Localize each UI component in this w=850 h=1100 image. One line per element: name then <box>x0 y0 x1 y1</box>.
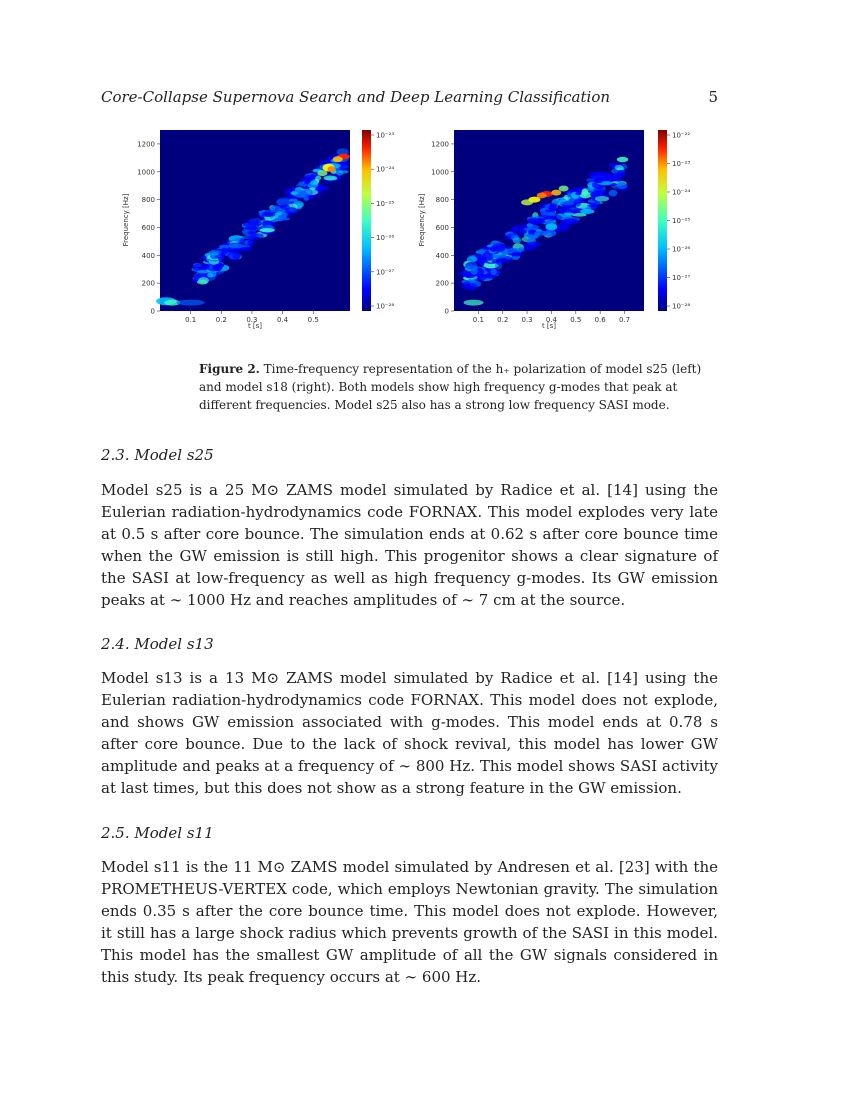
left-colorbar-label: 10⁻²⁶ <box>376 234 395 243</box>
left-spectrogram-cell <box>247 240 253 246</box>
right-spectrogram-cell <box>617 170 626 177</box>
left-spectrogram-cell <box>207 273 213 278</box>
left-spectrogram-cell <box>276 217 290 220</box>
right-spectrogram-cell <box>511 252 522 256</box>
right-spectrogram-cell <box>534 231 548 236</box>
left-spectrogram-cell <box>296 184 308 187</box>
left-ytick-label: 1000 <box>137 168 155 177</box>
right-xtick-label: 0.1 <box>472 316 484 324</box>
right-ytick-label: 200 <box>435 279 449 288</box>
right-colorbar-label: 10⁻²⁸ <box>672 302 691 311</box>
right-colorbar-label: 10⁻²⁷ <box>672 274 691 282</box>
right-spectrogram-cell <box>481 253 493 261</box>
right-spectrogram-cell <box>547 213 556 216</box>
right-spectrogram-cell <box>580 192 592 199</box>
right-ytick-label: 0 <box>444 307 449 316</box>
left-ytick-label: 400 <box>141 251 155 260</box>
right-spectrogram-cell <box>475 254 482 257</box>
right-spectrogram-cell <box>492 255 507 258</box>
right-spectrogram-cell <box>490 245 506 253</box>
right-spectrogram-cell <box>560 201 574 205</box>
right-spectrogram-cell <box>572 213 587 217</box>
left-xtick-label: 0.2 <box>215 316 227 324</box>
section-body-s25: Model s25 is a 25 M⊙ ZAMS model simulated by Radice et al. [14] using the Eulerian radiation-hydrodynamics code FORNAX. This model explodes very late at 0.5 s after core bounce. The simulation ends at 0.62 s after core bounce time when the GW emission is still high. This progenitor shows a clear signature of the SASI at low-frequency as well as high frequency g-modes. Its GW emission peaks at ∼ 1000 Hz and reaches amplitudes of ∼ 7 cm at the source. <box>101 481 718 609</box>
right-colorbar <box>658 130 667 311</box>
right-ytick-label: 1000 <box>431 168 449 177</box>
right-spectrogram-cell <box>549 203 557 207</box>
right-xtick-label: 0.5 <box>570 316 582 324</box>
left-spectrogram-cell <box>315 176 321 181</box>
right-spectrogram-cell <box>595 196 609 202</box>
left-ytick-label: 600 <box>141 223 155 232</box>
left-spectrogram-cell <box>333 156 343 162</box>
left-ytick-label: 0 <box>150 307 155 316</box>
left-spectrogram-cell <box>198 277 209 284</box>
right-ytick-label: 1200 <box>431 140 449 149</box>
right-spectrogram-cell <box>467 283 477 291</box>
right-spectrogram-cell <box>490 269 497 275</box>
left-spectrogram-cell <box>177 300 205 306</box>
running-title: Core-Collapse Supernova Search and Deep Learning Classification <box>101 88 611 106</box>
left-spectrogram-cell <box>239 238 245 244</box>
right-spectrogram-cell <box>559 185 569 191</box>
left-xlabel: t [s] <box>247 322 263 330</box>
left-ylabel: Frequency [Hz] <box>122 193 130 247</box>
left-spectrogram-cell <box>270 205 281 212</box>
figure-2 <box>100 120 720 340</box>
right-spectrogram-cell <box>616 182 627 189</box>
left-spectrogram-cell <box>216 264 224 268</box>
right-xlabel: t [s] <box>541 322 557 330</box>
right-spectrogram-cell <box>521 199 533 205</box>
left-colorbar-label: 10⁻²⁵ <box>376 199 395 208</box>
right-spectrogram-cell <box>510 227 518 233</box>
section-body-s11: Model s11 is the 11 M⊙ ZAMS model simulated by Andresen et al. [23] with the PROMETHEUS-VERTEX code, which employs Newtonian gravity. The simulation ends 0.35 s after the core bounce time. This model does not explode. However, it still has a large shock radius which prevents growth of the SASI in this model. This model has the smallest GW amplitude of all the GW signals considered in this study. Its peak frequency occurs at ∼ 600 Hz. <box>101 858 718 986</box>
right-spectrogram-cell <box>615 165 624 170</box>
left-spectrogram-cell <box>248 218 259 226</box>
right-ytick-label: 800 <box>435 196 449 205</box>
right-xtick-label: 0.7 <box>618 316 631 324</box>
right-xtick-label: 0.3 <box>521 316 533 324</box>
left-ytick-label: 1200 <box>137 140 155 149</box>
left-spectrogram-cell <box>261 212 273 217</box>
left-spectrogram-cell <box>291 191 298 195</box>
right-spectrogram-cell <box>617 157 629 162</box>
section-heading-s25: 2.3. Model s25 <box>101 446 214 464</box>
right-spectrogram-cell <box>562 218 578 224</box>
left-spectrogram-cell <box>317 170 327 176</box>
right-ytick-label: 600 <box>435 223 449 232</box>
left-spectrogram-cell <box>247 235 257 241</box>
right-colorbar-label: 10⁻²⁵ <box>672 217 691 225</box>
right-spectrogram-cell <box>467 256 478 262</box>
left-spectrogram-cell <box>307 182 318 188</box>
right-spectrogram-cell <box>527 218 543 224</box>
right-spectrogram-cell <box>616 178 622 182</box>
left-colorbar-label: 10⁻²⁸ <box>376 302 395 311</box>
left-spectrogram-cell <box>208 250 222 254</box>
right-spectrogram-svg <box>390 120 720 340</box>
section-body-s13: Model s13 is a 13 M⊙ ZAMS model simulated by Radice et al. [14] using the Eulerian radiation-hydrodynamics code FORNAX. This model does not explode, and shows GW emission associated with g-modes. This model ends at 0.78 s after core bounce. Due to the lack of shock revival, this model has lower GW amplitude and peaks at a frequency of ∼ 800 Hz. This model shows SASI activity at last times, but this does not show as a strong feature in the GW emission. <box>101 669 718 797</box>
right-ylabel: Frequency [Hz] <box>418 193 426 247</box>
right-xtick-label: 0.6 <box>594 316 606 324</box>
right-spectrogram-panel <box>390 120 720 344</box>
right-colorbar-label: 10⁻²² <box>672 131 691 140</box>
right-spectrogram-cell <box>518 247 524 252</box>
left-spectrogram-cell <box>232 253 240 260</box>
left-xtick-label: 0.1 <box>185 316 197 324</box>
right-colorbar-label: 10⁻²⁶ <box>672 245 691 254</box>
section-heading-s11: 2.5. Model s11 <box>101 824 214 842</box>
right-spectrogram-cell <box>518 229 526 234</box>
left-colorbar <box>362 130 371 311</box>
left-spectrogram-cell <box>244 226 258 230</box>
left-spectrogram-cell <box>193 263 207 269</box>
right-xtick-label: 0.2 <box>497 316 509 324</box>
right-spectrogram-cell <box>478 261 485 266</box>
page-number: 5 <box>708 88 718 106</box>
right-spectrogram-cell <box>546 223 558 230</box>
right-spectrogram-cell <box>575 192 581 195</box>
left-spectrogram-cell <box>323 176 337 181</box>
left-ytick-label: 800 <box>141 196 155 205</box>
left-spectrogram-cell <box>338 163 348 170</box>
right-spectrogram-cell <box>528 242 542 247</box>
left-spectrogram-cell <box>218 256 225 260</box>
left-colorbar-label: 10⁻²⁷ <box>376 268 395 277</box>
right-spectrogram-cell <box>496 259 503 265</box>
right-spectrogram-cell <box>595 177 603 183</box>
right-xtick-label: 0.4 <box>545 316 558 324</box>
right-colorbar-label: 10⁻²³ <box>672 160 691 168</box>
right-spectrogram-cell <box>609 190 618 197</box>
caption-label: Figure 2. <box>199 362 260 376</box>
left-spectrogram-cell <box>289 199 298 202</box>
right-spectrogram-cell <box>463 300 483 306</box>
left-spectrogram-cell <box>285 207 298 214</box>
left-spectrogram-cell <box>229 244 244 249</box>
left-spectrogram-cell <box>197 270 211 273</box>
right-ytick-label: 400 <box>435 251 449 260</box>
section-heading-s13: 2.4. Model s13 <box>101 635 214 653</box>
right-spectrogram-cell <box>470 268 477 275</box>
right-colorbar-label: 10⁻²⁴ <box>672 188 691 197</box>
right-spectrogram-cell <box>551 190 561 196</box>
left-spectrogram-cell <box>328 166 336 172</box>
left-colorbar-label: 10⁻²⁴ <box>376 165 395 174</box>
left-spectrogram-svg <box>100 120 400 340</box>
caption-text: Time-frequency representation of the h₊ polarization of model s25 (left) and model s18 (right). Both models show high frequency g-modes that peak at different frequencies. Model s25 also has a strong low frequency SASI mode. <box>199 362 702 412</box>
left-spectrogram-cell <box>259 228 274 232</box>
left-spectrogram-cell <box>303 189 313 196</box>
left-xtick-label: 0.4 <box>277 316 289 324</box>
left-ytick-label: 200 <box>141 279 155 288</box>
figure-caption <box>199 360 719 414</box>
left-spectrogram-panel <box>100 120 400 344</box>
left-xtick-label: 0.3 <box>246 316 258 324</box>
left-xtick-label: 0.5 <box>307 316 319 324</box>
right-spectrogram-cell <box>502 251 509 255</box>
right-spectrogram-cell <box>513 237 521 243</box>
left-colorbar-label: 10⁻²³ <box>376 131 395 140</box>
running-header <box>101 88 718 110</box>
